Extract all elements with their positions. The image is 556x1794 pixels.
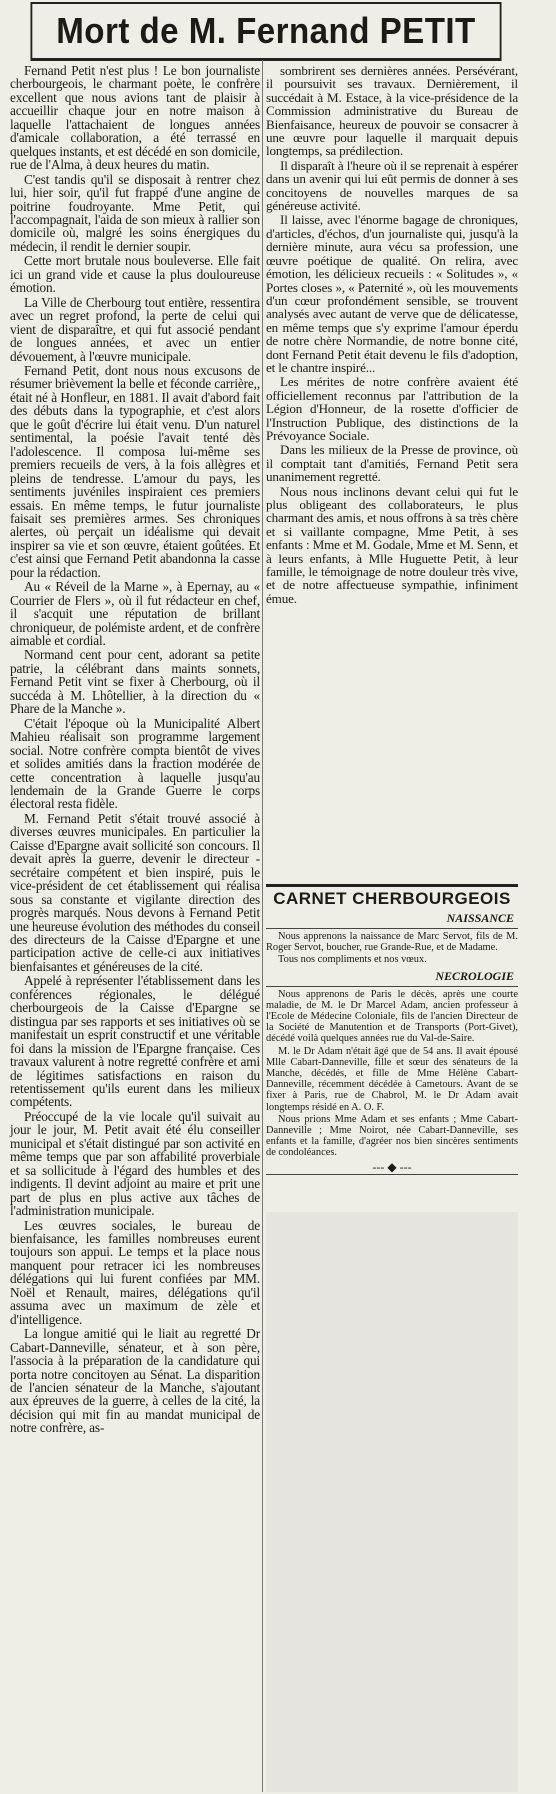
paragraph: Normand cent pour cent, adorant sa petite patrie, la célébrant dans maints sonnets, Fernand Petit vint se fixer à Cherbourg, où il succéda à M. Lhôtellier, à la direction du « Phare de la Manche ». <box>10 647 260 717</box>
section-title-naissance: NAISSANCE <box>266 909 518 929</box>
column-rule <box>262 60 263 1792</box>
article-column-1 <box>10 64 260 1792</box>
paragraph: La longue amitié qui le liait au regretté Dr Cabart-Danneville, sénateur, et à son père, l'associa à la préparation de la candidature qui porta notre concitoyen au Sénat. La disparition de l'ancien sénateur de la Manche, s'ajoutant aux épreuves de la guerre, à celles de la cité, la décision qui mit fin au mandat municipal de notre confrère, as- <box>10 1326 260 1436</box>
carnet-box <box>266 884 518 1175</box>
paragraph: M. Fernand Petit s'était trouvé associé à diverses œuvres municipales. En particulier la Caisse d'Epargne avait sollicité son concours. Il devait après la guerre, devenir le directeur - secrétaire compétent et bien inspiré, puis le vice-président de cet établissement qui réalisa sous sa constante et vigilante direction des progrès marqués. Nous devons à Fernand Petit une heureuse évolution des méthodes du conseil des directeurs de la Caisse d'Epargne et une participation active de celle-ci aux initiatives bienfaisantes et généreuses de la cité. <box>10 810 260 974</box>
paragraph: Les œuvres sociales, le bureau de bienfaisance, les familles nombreuses eurent toujours son appui. Le temps et la place nous manquent pour retracer ici les nombreuses délégations qui lui furent confiées par MM. Noël et Renault, maires, délégations qu'il assuma avec un maximum de zèle et d'intelligence. <box>10 1217 260 1327</box>
paragraph: Fernand Petit n'est plus ! Le bon journaliste cherbourgeois, le charmant poète, le confrère excellent que nous avions tant de plaisir à accueillir chaque jour en notre maison à laquelle l'attachaient de longues années d'amicale collaboration, a été terrassé en quelques instants, et est décédé en son domicile, rue de l'Alma, à deux heures du matin. <box>10 63 260 173</box>
paragraph: Dans les milieux de la Presse de province, où il comptait tant d'amitiés, Fernand Petit sera unanimement regretté. <box>266 442 518 485</box>
notice-paragraph: Tous nos compliments et nos vœux. <box>278 954 427 966</box>
paragraph: sombrirent ses dernières années. Persévérant, il poursuivit ses travaux. Dernièrement, il succédait à M. Estace, à la vice-présidence de la Commission administrative du Bureau de Bienfaisance, heureux de pouvoir se consacrer à une œuvre pour laquelle il marquait depuis longtemps, sa prédilection. <box>266 63 518 159</box>
paragraph: La Ville de Cherbourg tout entière, ressentira avec un regret profond, la perte de celui qui vient de disparaître, et qui fut associé pendant de longues années, et avec un entier dévouement, à l'œuvre municipale. <box>10 294 260 364</box>
section-title-necrologie: NECROLOGIE <box>266 967 518 987</box>
notice-paragraph: Nous prions Mme Adam et ses enfants ; Mme Cabart-Danneville ; Mme Noirot, née Cabart-Danneville, ses enfants et la famille, d'agréer nos bien sincères sentiments de condoléances. <box>266 1113 518 1159</box>
paragraph: C'est tandis qu'il se disposait à rentrer chez lui, hier soir, qu'il fut frappé d'une angine de poitrine foudroyante. Mme Petit, qui l'accompagnait, l'aida de son mieux à rallier son domicile où, malgré les soins énergiques du médecin, il rendit le dernier soupir. <box>10 171 260 254</box>
paragraph: Il laisse, avec l'énorme bagage de chroniques, d'articles, d'échos, d'un journaliste qui, jusqu'à la dernière minute, aura vécu sa profession, une œuvre poétique de qualité. On relira, avec émotion, les délicieux recueils : « Solitudes », « Portes closes », « Paternité », où les mouvements d'un cœur profondément sensible, se trouvent analysés avec autant de verve que de délicatesse, en même temps que s'y exprime l'amour éperdu de notre chère Normandie, de notre bonne cité, dont Fernand Petit était devenu le fils d'adoption, et le chantre inspiré... <box>266 212 518 375</box>
paragraph: Les mérites de notre confrère avaient été officiellement reconnus par l'attribution de la Légion d'Honneur, de la rosette d'officier de l'Instruction Publique, des distinctions de la Prévoyance Sociale. <box>266 374 518 443</box>
paragraph: Appelé à représenter l'établissement dans les conférences régionales, le délégué cherbourgeois de la Caisse d'Epargne se distingua par ses rapports et ses initiatives où se manifestait un esprit constructif et une véritable foi dans la mission de l'Epargne française. Ces travaux valurent à notre regretté confrère et ami de légitimes satisfactions en raison du retentissement qu'ils eurent dans les milieux compétents. <box>10 973 260 1110</box>
paragraph: Nous nous inclinons devant celui qui fut le plus obligeant des collaborateurs, le plus charmant des amis, et nous offrons à sa très chère et si vaillante compagne, Mme Petit, à ses enfants : Mme et M. Godale, Mme et M. Senn, et à leurs enfants, à Mlle Huguette Petit, à leur famille, le témoignage de notre douleur très vive, et de notre affectueuse sympathie, infiniment émue. <box>266 483 518 606</box>
paragraph: Fernand Petit, dont nous nous excusons de résumer brièvement la belle et féconde carrière,, était né à Honfleur, en 1881. Il avait d'abord fait des débuts dans la typographie, et c'est alors que le goût d'écrire lui était venu. D'un naturel sentimental, la poésie l'avait tenté dès l'adolescence. Il composa lui-même ses premiers recueils de vers, à la fois allègres et pleins de tendresse. L'amour du pays, les sentiments juvéniles inspiraient ces premiers essais. En même temps, le futur journaliste faisait ses premières armes. Ses chroniques alertes, où perçait un idéalisme qui devait inspirer sa vie et son œuvre, étaient goûtées. Et c'est ainsi que Fernand Petit abandonna la casse pour la rédaction. <box>10 362 260 580</box>
article-column-2 <box>266 64 518 876</box>
notice-paragraph: M. le Dr Adam n'était âgé que de 54 ans. Il avait épousé Mlle Cabart-Danneville, fille et sœur des sénateurs de la Manche, décédés, et fille de Mme Hélène Cabart-Danneville, récemment décédée à Cametours. Avant de se fixer à Paris, rue de Chabrol, M. le Dr Adam avait longtemps résidé en A. O. F. <box>266 1045 518 1113</box>
paragraph: Cette mort brutale nous bouleverse. Elle fait ici un grand vide et cause la plus douloureuse émotion. <box>10 253 260 296</box>
blank-area <box>266 1212 518 1792</box>
carnet-title: CARNET CHERBOURGEOIS <box>266 884 518 909</box>
notice-paragraph: Nous apprenons la naissance de Marc Servot, fils de M. Roger Servot, boucher, rue Grande-Rue, et de Madame. <box>266 931 518 954</box>
notice-paragraph: Nous apprenons de Paris le décès, après une courte maladie, de M. le Dr Marcel Adam, ancien professeur à l'Ecole de Médecine Coloniale, fils de l'ancien Directeur de la Société de Manutention et de Transports (Port-Givet), décédé voilà quelques années rue du Val-de-Saire. <box>266 988 518 1045</box>
paragraph: Il disparaît à l'heure où il se reprenait à espérer dans un avenir qui lui eût permis de donner à ses concitoyens de nouvelles marques de sa généreuse activité. <box>266 157 518 214</box>
paragraph: C'était l'époque où la Municipalité Albert Mahieu réalisait son programme largement social. Notre confrère compta bientôt de vives et solides amitiés dans la fraction modérée de cette concentration à laquelle jusqu'au lendemain de la Grande Guerre le corps électoral resta fidèle. <box>10 715 260 812</box>
paragraph: Préoccupé de la vie locale qu'il suivait au jour le jour, M. Petit avait été élu conseiller municipal et s'était distingué par son activité en même temps que par son affabilité proverbiale et sa sollicitude à l'égard des humbles et des indigents. Il devint adjoint au maire et prit une part de plus en plus active aux tâches de l'administration municipale. <box>10 1108 260 1219</box>
headline: Mort de M. Fernand PETIT <box>30 2 501 61</box>
paragraph: Au « Réveil de la Marne », à Epernay, au « Courrier de Flers », où il fut rédacteur en chef, il s'acquit une réputation de brillant chroniqueur, de polémiste ardent, et de confrère aimable et cordial. <box>10 579 260 649</box>
end-ornament: --- ◆ --- <box>266 1160 518 1175</box>
